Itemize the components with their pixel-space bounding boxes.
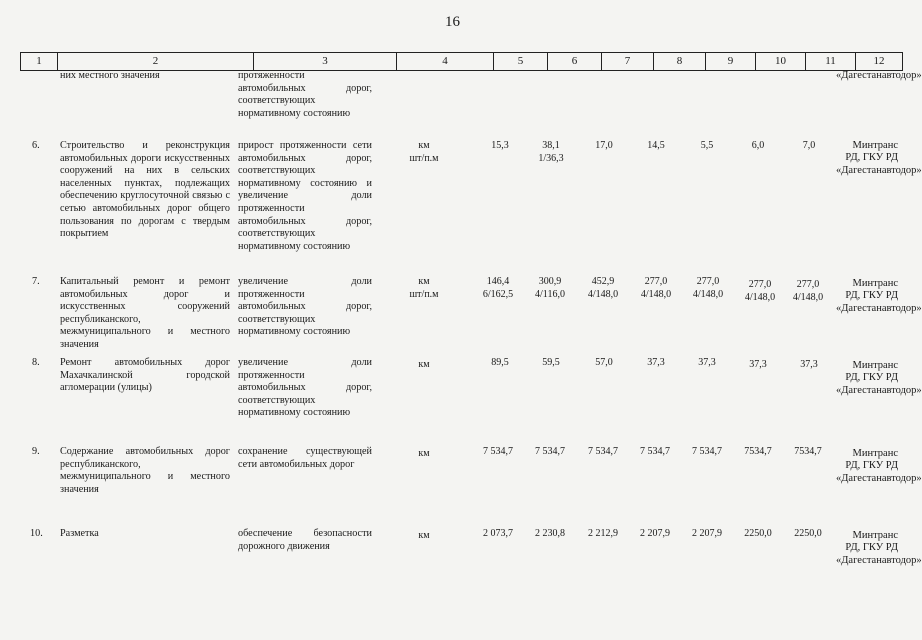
value-col-8: 7 534,7 [640, 446, 670, 457]
value-col-11: 37,3 [800, 359, 818, 370]
page-number: 16 [445, 14, 460, 30]
header-col-6: 6 [547, 53, 601, 70]
row-org: Минтранс РД, ГКУ РД «Дагестанавтодор» [836, 530, 922, 566]
row-name: Капитальный ремонт и ремонт автомобильных дорог и искусственных сооружений республиканского, межмуниципального и местного значения [60, 276, 230, 350]
row-unit: км [418, 359, 430, 370]
value-col-5: 7 534,7 [483, 446, 513, 457]
row-org: Минтранс РД, ГКУ РД «Дагестанавтодор» [836, 278, 922, 314]
header-col-8: 8 [653, 53, 705, 70]
value-col-7: 452,9 4/148,0 [587, 276, 619, 300]
value-col-7: 2 212,9 [588, 528, 618, 539]
value-col-8: 14,5 [647, 140, 665, 151]
row-org: Минтранс РД, ГКУ РД «Дагестанавтодор» [836, 448, 922, 484]
header-col-10: 10 [755, 53, 805, 70]
value-col-9: 5,5 [700, 140, 714, 151]
continuation-indicator: протяженности автомобильных дорог, соответствующих нормативному состоянию [238, 70, 372, 119]
value-col-6: 38,1 1/36,3 [538, 140, 564, 164]
row-name: Разметка [60, 528, 99, 539]
value-col-10: 2250,0 [744, 528, 772, 539]
value-col-10: 277,0 4/148,0 [744, 279, 776, 303]
value-col-5: 15,3 [491, 140, 509, 151]
value-col-7: 17,0 [595, 140, 613, 151]
row-number: 7. [32, 276, 40, 287]
value-col-10: 7534,7 [744, 446, 772, 457]
row-org: Минтранс РД, ГКУ РД «Дагестанавтодор» [836, 360, 922, 396]
row-unit: км шт/п.м [409, 276, 439, 300]
value-col-11: 2250,0 [794, 528, 822, 539]
value-col-9: 7 534,7 [692, 446, 722, 457]
value-col-6: 7 534,7 [535, 446, 565, 457]
row-name: Строительство и реконструкция автомобильных дороги искусственных сооружений на них в сельских населенных пунктах, подлежащих обеспечению круглосуточной связью с сетью автомобильных дорог общего пользования по дорогам с твердым покрытием [60, 140, 230, 240]
row-indicator: сохранение существующей сети автомобильных дорог [238, 446, 372, 470]
header-col-11: 11 [805, 53, 855, 70]
value-col-10: 37,3 [749, 359, 767, 370]
row-unit: км [418, 530, 430, 541]
value-col-11: 7534,7 [794, 446, 822, 457]
value-col-9: 37,3 [698, 357, 716, 368]
row-number: 8. [32, 357, 40, 368]
value-col-11: 7,0 [802, 140, 816, 151]
row-org: Минтранс РД, ГКУ РД «Дагестанавтодор» [836, 140, 922, 176]
value-col-6: 2 230,8 [535, 528, 565, 539]
row-name: Содержание автомобильных дорог республиканского, межмуниципального и местного значения [60, 446, 230, 495]
row-indicator: обеспечение безопасности дорожного движения [238, 528, 372, 552]
continuation-name: них местного значения [60, 70, 160, 81]
header-col-7: 7 [601, 53, 653, 70]
header-col-3: 3 [253, 53, 396, 70]
row-indicator: увеличение доли протяженности автомобильных дорог, соответствующих нормативному состоянию [238, 357, 372, 419]
row-unit: км [418, 448, 430, 459]
table-header-row [20, 52, 903, 71]
row-number: 6. [32, 140, 40, 151]
value-col-7: 57,0 [595, 357, 613, 368]
row-indicator: увеличение доли протяженности автомобильных дорог, соответствующих нормативному состоянию [238, 276, 372, 338]
header-col-9: 9 [705, 53, 755, 70]
header-col-5: 5 [493, 53, 547, 70]
value-col-9: 277,0 4/148,0 [692, 276, 724, 300]
value-col-8: 2 207,9 [640, 528, 670, 539]
row-number: 9. [32, 446, 40, 457]
row-name: Ремонт автомобильных дорог Махачкалинской городской агломерации (улицы) [60, 357, 230, 394]
header-col-4: 4 [396, 53, 493, 70]
value-col-7: 7 534,7 [588, 446, 618, 457]
header-col-1: 1 [20, 53, 57, 70]
header-col-2: 2 [57, 53, 253, 70]
value-col-10: 6,0 [751, 140, 765, 151]
row-unit: км шт/п.м [409, 140, 439, 164]
value-col-11: 277,0 4/148,0 [792, 279, 824, 303]
row-number: 10. [30, 528, 43, 539]
value-col-6: 59,5 [542, 357, 560, 368]
value-col-5: 89,5 [491, 357, 509, 368]
value-col-5: 2 073,7 [483, 528, 513, 539]
value-col-5: 146,4 6/162,5 [482, 276, 514, 300]
continuation-org: «Дагестанавтодор» [836, 70, 922, 81]
value-col-9: 2 207,9 [692, 528, 722, 539]
value-col-8: 277,0 4/148,0 [640, 276, 672, 300]
row-indicator: прирост протяженности сети автомобильных дорог, соответствующих нормативному состоянию и увеличение доли протяженности автомобильных дорог, соответствующих нормативному состоянию [238, 140, 372, 252]
header-col-12: 12 [855, 53, 903, 70]
value-col-8: 37,3 [647, 357, 665, 368]
value-col-6: 300,9 4/116,0 [535, 276, 565, 300]
